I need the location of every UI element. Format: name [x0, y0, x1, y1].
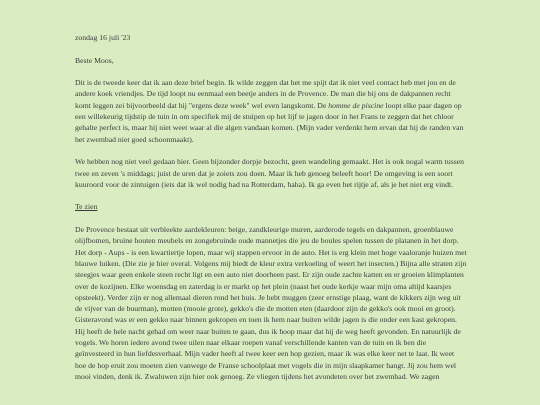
paragraph-text: loopt elke paar dagen op een willekeurig tijdstip de tuin in om specifiek mij de stuipen op het lijf te jagen door in het Frans te zeggen dat het chloor gehalte perfect is, maar hij niet weet waar al die algen vandaan komen. (Mijn vader verdenkt hem ervan dat hij de randen van het zwembad niet goed schoonmaakt).	[75, 100, 464, 144]
section-heading-te-zien: Te zien	[75, 202, 98, 212]
letter-date: zondag 16 juli '23	[75, 33, 131, 42]
letter-greeting: Beste Moos,	[75, 55, 114, 65]
paragraph-text: Dit is de tweede keer dat ik aan deze brief begin. Ik wilde zeggen dat het me spijt dat ik niet veel contact heb met jou en de andere koek vriendjes. De tijd loopt nu eenmaal een beetje anders in de Provence. De man die bij ons de dakpannen recht komt leggen zei bijvoorbeeld dat hij "ergens deze week" wel even langskomt. De	[75, 78, 456, 110]
paragraph-te-zien: De Provence bestaat uit verbleekte aardekleuren: beige, zandkleurige muren, aarderode tegels en dakpannen, groenblauwe olijfbomen, bruine houten meubels en zongebruinde oude mannetjes die jeu de boules spelen tussen de platanen in het dorp. Het dorp - Aups - is een kwartiertje lopen, maar wij stappen ervoor in de auto. Het is erg klein met hoge vaaloranje huizen met blauwe luiken. (Die zie je hier overal. Volgens mij biedt de kleur extra verkoeling of weert het insecten.) Bijna alle straten zijn steegjes waar geen enkele steen recht ligt en een auto niet doorheen past. Er zijn oude zachte katten en er groeien klimplanten over de kozijnen. Elke woensdag en zaterdag is er markt op het plein (naast het oude kerkje waar mijn oma altijd kaarsjes opsteekt). Verder zijn er nog allemaal dieren rond het huis. Je hebt muggen (zeer ernstige plaag, want de kikkers zijn weg uit de vijver van de buurman), motten (mooie grote), gekko's die de motten eten (daardoor zijn de gekko's ook mooi en groot). Gisteravond was er een gekko naar binnen gekropen en toen ik hem naar buiten wilde jagen is die onder een kast gekropen. Hij heeft de hele nacht gehad om weer naar buiten te gaan, dus ik hoop maar dat hij de weg heeft gevonden. En natuurlijk de vogels. We horen iedere avond twee uilen naar elkaar roepen vanaf verschillende kanten van de tuin en ik ben die geïnvesteerd in hun liefdesverhaal. Mijn vader heeft al twee keer een hop gezien, maar ik was elke keer net te laat. Ik weet hoe de hop eruit zou moeten zien vanwege de Franse schoolplaat met vogels die in mijn slaapkamer hangt. Jij zou hem wel mooi vinden, denk ik. Zwaluwen zijn hier ook genoeg. Ze vliegen tijdens het avondeten over het zwembad. We zagen	[75, 225, 467, 381]
paragraph-intro	[75, 77, 467, 145]
document-body[interactable]	[75, 32, 467, 394]
paragraph-activities: We hebben nog niet veel gedaan hier. Geen bijzonder dorpje bezocht, geen wandeling gemaakt. Het is ook nogal warm tussen twee en zeven 's middags; juist de uren dat je zoiets zou doen. Maar ik heb genoeg beleeft hoor! De omgeving is een soort kuuroord voor de zintuigen (iets dat ik wel nodig had na Rotterdam, haha). Ik ga even het rijtje af, als je het niet erg vindt.	[75, 157, 465, 189]
italic-phrase: homme de piscine	[328, 100, 384, 110]
